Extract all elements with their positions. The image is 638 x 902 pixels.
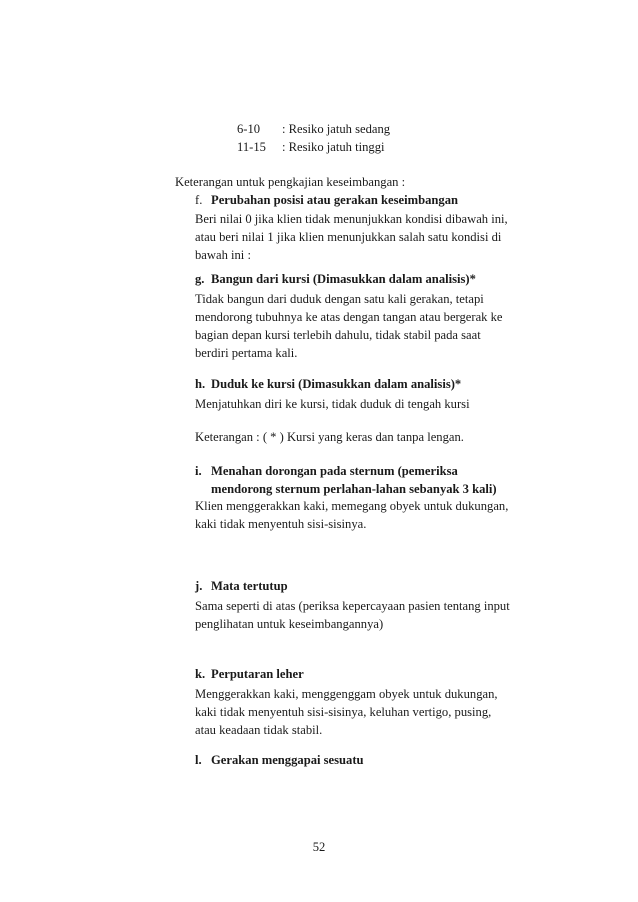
item-g-body-line: bagian depan kursi terlebih dahulu, tidak stabil pada saat <box>195 328 481 342</box>
item-i-body <box>195 497 508 533</box>
item-i-title-line: mendorong sternum perlahan-lahan sebanyak 3 kali) <box>211 482 497 496</box>
item-f-body-line: Beri nilai 0 jika klien tidak menunjukkan kondisi dibawah ini, <box>195 212 508 226</box>
item-g-body-line: Tidak bangun dari duduk dengan satu kali gerakan, tetapi <box>195 292 484 306</box>
keterangan-title: Keterangan untuk pengkajian keseimbangan : <box>175 175 406 189</box>
item-g-title: Bangun dari kursi (Dimasukkan dalam analisis)* <box>211 272 476 286</box>
item-j-heading <box>195 579 288 594</box>
chair-note: Keterangan : ( * ) Kursi yang keras dan tanpa lengan. <box>195 430 464 444</box>
item-l-heading <box>195 753 364 768</box>
item-j-body-line: Sama seperti di atas (periksa kepercayaan pasien tentang input <box>195 599 510 613</box>
item-j-body <box>195 597 510 633</box>
score-range-2: 11-15 <box>237 140 266 154</box>
score-range-1: 6-10 <box>237 122 261 136</box>
item-i-body-line: Klien menggerakkan kaki, memegang obyek untuk dukungan, <box>195 499 509 513</box>
item-g-body-line: mendorong tubuhnya ke atas dengan tangan atau bergerak ke <box>195 310 503 324</box>
item-j-body-line: penglihatan untuk keseimbangannya) <box>195 617 384 631</box>
item-f-letter: f. <box>195 193 203 207</box>
item-l-title: Gerakan menggapai sesuatu <box>211 753 364 767</box>
item-h-body <box>195 395 470 413</box>
item-f-body <box>195 210 508 264</box>
page-number: 52 <box>312 840 326 854</box>
item-h-letter: h. <box>195 377 206 391</box>
item-l-letter: l. <box>195 753 202 767</box>
item-f-body-line: atau beri nilai 1 jika klien menunjukkan salah satu kondisi di <box>195 230 502 244</box>
item-j-letter: j. <box>195 579 203 593</box>
item-i-letter: i. <box>195 464 202 478</box>
item-g-body-line: berdiri pertama kali. <box>195 346 298 360</box>
item-f-body-line: bawah ini : <box>195 248 251 262</box>
item-i-body-line: kaki tidak menyentuh sisi-sisinya. <box>195 517 367 531</box>
item-f-title: Perubahan posisi atau gerakan keseimbangan <box>211 193 459 207</box>
item-j-title: Mata tertutup <box>211 579 288 593</box>
score-desc-1: : Resiko jatuh sedang <box>282 122 391 136</box>
item-i-title-line: Menahan dorongan pada sternum (pemeriksa <box>211 464 458 478</box>
item-h-body-line: Menjatuhkan diri ke kursi, tidak duduk di tengah kursi <box>195 397 470 411</box>
item-g-letter: g. <box>195 272 205 286</box>
item-h-title: Duduk ke kursi (Dimasukkan dalam analisis)* <box>211 377 462 391</box>
item-h-heading <box>195 377 461 392</box>
item-k-body-line: kaki tidak menyentuh sisi-sisinya, keluhan vertigo, pusing, <box>195 705 492 719</box>
item-k-body-line: Menggerakkan kaki, menggenggam obyek untuk dukungan, <box>195 687 498 701</box>
item-i-heading <box>195 462 497 498</box>
score-desc-2: : Resiko jatuh tinggi <box>282 140 385 154</box>
item-g-heading <box>195 272 476 287</box>
item-k-body-line: atau keadaan tidak stabil. <box>195 723 323 737</box>
item-g-body <box>195 290 503 362</box>
item-k-body <box>195 685 498 739</box>
item-k-letter: k. <box>195 667 206 681</box>
item-k-title: Perputaran leher <box>211 667 304 681</box>
item-f-heading <box>195 193 458 208</box>
item-k-heading <box>195 667 304 682</box>
